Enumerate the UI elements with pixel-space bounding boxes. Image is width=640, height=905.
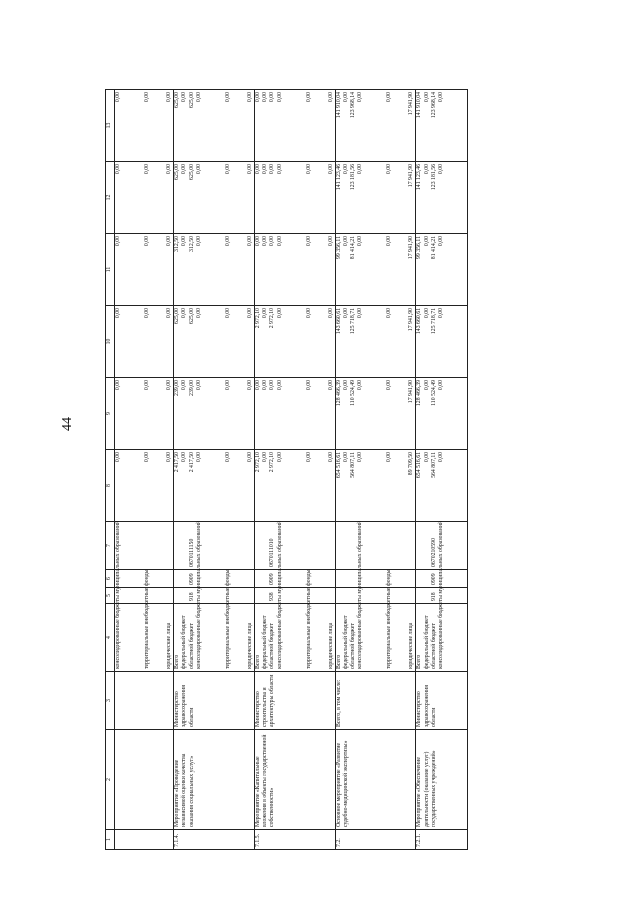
- target-article-code-spacer: [174, 524, 188, 567]
- amount-value: 0,00: [342, 236, 349, 247]
- amount-value: 625,00: [188, 164, 195, 180]
- section-code: [174, 570, 255, 588]
- amount-value: 0,00: [144, 92, 150, 103]
- gov-code: [254, 588, 335, 604]
- amount-column: [254, 378, 335, 450]
- amount-value: 0,00: [269, 164, 276, 175]
- amount-column: [335, 162, 416, 234]
- amount-value: 0,00: [166, 380, 172, 391]
- amount-value: 110 524,49: [430, 380, 437, 406]
- row-number: 7.2.: [335, 830, 416, 850]
- target-article-code-spacer: [255, 524, 269, 567]
- amount-value: 0,00: [246, 236, 253, 247]
- table-row: [416, 90, 468, 850]
- funding-source-list-line: областной бюджет: [269, 623, 276, 669]
- column-header: 10: [106, 306, 115, 378]
- empty-cell: [115, 730, 174, 830]
- section-code-value: 0909: [430, 573, 437, 585]
- amount-value: 654 516,61: [416, 452, 423, 479]
- amount-column: [335, 306, 416, 378]
- amount-value: 0,00: [305, 452, 312, 463]
- amount-value: 0,00: [327, 164, 334, 175]
- funding-source-list-line: консолидированные бюджеты муниципальных образований: [276, 520, 283, 669]
- amount-value: 625,00: [174, 92, 181, 108]
- amount-value: 0,00: [423, 308, 430, 319]
- amount-value: 17 941,90: [408, 164, 415, 188]
- empty-cell: [115, 830, 174, 850]
- amount-column: [174, 90, 255, 162]
- amount-value: 0,00: [144, 308, 150, 319]
- amount-value: 0,00: [423, 92, 430, 103]
- target-article-code-value: 0670111010: [269, 538, 276, 567]
- amount-value: 17 941,90: [408, 380, 415, 404]
- funding-source-list-line: консолидированные бюджеты муниципальных образований: [195, 520, 202, 669]
- amount-column: [174, 450, 255, 522]
- amount-value: 141 910,04: [335, 92, 342, 119]
- gov-code: [335, 588, 416, 604]
- column-header: 9: [106, 378, 115, 450]
- funding-source-list-line: территориальные внебюджетные фонды: [386, 569, 393, 669]
- executor: Министерство строительства и архитектуры области: [254, 672, 335, 730]
- amount-column: [335, 90, 416, 162]
- amount-column: [174, 306, 255, 378]
- column-header: 5: [106, 588, 115, 604]
- target-article-code-value: 0670111150: [188, 538, 195, 567]
- amount-value: 0,00: [357, 164, 364, 175]
- amount-value: 625,00: [174, 164, 181, 180]
- amount-column: [254, 162, 335, 234]
- section-code-value: 0909: [269, 573, 276, 585]
- amount-column: [174, 162, 255, 234]
- funding-source-list-line: юридические лица: [327, 622, 334, 669]
- amount-value: 0,00: [115, 92, 121, 103]
- amount-value: 0,00: [305, 164, 312, 175]
- amount-value: 123 181,56: [350, 164, 357, 191]
- amount-value: 312,50: [188, 236, 195, 252]
- amount-value: 312,50: [174, 236, 181, 252]
- column-header: 1: [106, 830, 115, 850]
- amount-value: 2 972,10: [254, 308, 261, 329]
- amount-value: 0,00: [195, 236, 202, 247]
- amount-value: 99 356,11: [335, 236, 342, 259]
- amount-value: 0,00: [195, 452, 202, 463]
- gov-code-spacer: [174, 590, 188, 601]
- amount-value: 0,00: [423, 236, 430, 247]
- amount-value: 0,00: [276, 92, 283, 103]
- funding-source-list-line: Всего: [254, 654, 261, 669]
- amount-value: 0,00: [386, 164, 393, 175]
- amount-value: 2 972,10: [254, 452, 261, 473]
- amount-value: 0,00: [305, 92, 312, 103]
- amount-value: 0,00: [342, 452, 349, 463]
- amount-value: 0,00: [262, 92, 269, 103]
- amount-column: [115, 378, 174, 450]
- amount-value: 0,00: [327, 92, 334, 103]
- amount-value: 0,00: [224, 92, 231, 103]
- funding-source-list-line: федеральный бюджет: [181, 615, 188, 669]
- amount-value: 0,00: [224, 452, 231, 463]
- row-number: 7.1.4.: [174, 830, 255, 850]
- amount-value: 0,00: [166, 236, 172, 247]
- amount-value: 564 807,11: [430, 452, 437, 478]
- target-article-code-value: 0670210590: [430, 538, 437, 567]
- funding-source-list-line: областной бюджет: [350, 623, 357, 669]
- column-header: 13: [106, 90, 115, 162]
- gov-code-spacer: [336, 590, 350, 601]
- funding-source-list-line: территориальные внебюджетные фонды: [224, 569, 231, 669]
- amount-column: [416, 450, 468, 522]
- amount-value: 0,00: [327, 236, 334, 247]
- activity-name: Мероприятие «Проведение независимой оценки качества оказания социальных услуг»: [174, 730, 255, 830]
- amount-value: 0,00: [144, 164, 150, 175]
- amount-value: 0,00: [342, 92, 349, 103]
- amount-value: 0,00: [438, 92, 444, 103]
- amount-value: 239,00: [174, 380, 181, 396]
- amount-value: 110 524,49: [350, 380, 357, 406]
- amount-value: 0,00: [144, 452, 150, 463]
- amount-value: 0,00: [246, 92, 253, 103]
- amount-column: [174, 234, 255, 306]
- amount-value: 0,00: [224, 236, 231, 247]
- amount-value: 0,00: [262, 164, 269, 175]
- amount-value: 0,00: [386, 452, 393, 463]
- amount-value: 0,00: [195, 164, 202, 175]
- amount-value: 0,00: [342, 164, 349, 175]
- amount-value: 0,00: [357, 380, 364, 391]
- header-row: [106, 90, 115, 850]
- funding-source-list: [115, 520, 174, 672]
- section-code-spacer: [336, 572, 350, 585]
- amount-value: 0,00: [166, 164, 172, 175]
- gov-code-spacer: [416, 590, 430, 601]
- gov-code-spacer: [255, 590, 269, 601]
- activity-name: Основное мероприятие «Развитие судебно-медицинской экспертизы»: [335, 730, 416, 830]
- amount-value: 123 968,14: [430, 92, 437, 119]
- amount-value: 0,00: [115, 452, 121, 463]
- amount-column: [335, 234, 416, 306]
- amount-value: 0,00: [386, 308, 393, 319]
- amount-column: [115, 162, 174, 234]
- amount-value: 0,00: [224, 380, 231, 391]
- amount-column: [254, 450, 335, 522]
- section-code: [335, 570, 416, 588]
- amount-value: 0,00: [305, 236, 312, 247]
- amount-value: 654 516,61: [335, 452, 342, 479]
- amount-column: [254, 306, 335, 378]
- funding-source-list-line: федеральный бюджет: [262, 615, 269, 669]
- column-header: 7: [106, 522, 115, 570]
- amount-value: 0,00: [224, 308, 231, 319]
- amount-value: 0,00: [115, 164, 121, 175]
- amount-value: 123 181,56: [430, 164, 437, 191]
- amount-column: [416, 306, 468, 378]
- amount-value: 0,00: [327, 308, 334, 319]
- table-row: [254, 90, 335, 850]
- funding-source-list-line: Всего: [416, 654, 423, 669]
- amount-column: [335, 378, 416, 450]
- amount-value: 141 910,04: [416, 92, 423, 119]
- amount-value: 0,00: [262, 452, 269, 463]
- row-number: 7.2.1.: [416, 830, 468, 850]
- funding-source-list-line: консолидированные бюджеты муниципальных образований: [115, 520, 121, 669]
- amount-column: [416, 234, 468, 306]
- amount-value: 0,00: [357, 92, 364, 103]
- amount-column: [254, 234, 335, 306]
- amount-value: 0,00: [276, 452, 283, 463]
- amount-column: [335, 450, 416, 522]
- amount-value: 0,00: [115, 236, 121, 247]
- page-number: 44: [60, 417, 75, 431]
- amount-value: 0,00: [342, 308, 349, 319]
- amount-value: 239,00: [188, 380, 195, 396]
- amount-value: 125 718,71: [350, 308, 357, 335]
- column-header: 12: [106, 162, 115, 234]
- column-header: 11: [106, 234, 115, 306]
- row-number: 7.1.5.: [254, 830, 335, 850]
- funding-source-list-line: юридические лица: [408, 622, 415, 669]
- column-header: 8: [106, 450, 115, 522]
- funding-source-list-line: консолидированные бюджеты муниципальных образований: [438, 520, 444, 669]
- amount-value: 0,00: [181, 236, 188, 247]
- amount-value: 0,00: [195, 380, 202, 391]
- section-code: [254, 570, 335, 588]
- amount-value: 0,00: [438, 236, 444, 247]
- amount-value: 0,00: [305, 380, 312, 391]
- funding-source-list-line: федеральный бюджет: [423, 615, 430, 669]
- amount-value: 0,00: [276, 308, 283, 319]
- gov-code-value: 918: [188, 592, 195, 601]
- amount-value: 0,00: [269, 92, 276, 103]
- amount-value: 0,00: [262, 380, 269, 391]
- amount-value: 0,00: [262, 236, 269, 247]
- amount-value: 0,00: [438, 164, 444, 175]
- amount-value: 0,00: [386, 92, 393, 103]
- amount-value: 0,00: [181, 308, 188, 319]
- amount-value: 0,00: [269, 236, 276, 247]
- target-article-code: [174, 522, 255, 570]
- column-header: 6: [106, 570, 115, 588]
- amount-value: 0,00: [357, 236, 364, 247]
- empty-cell: [115, 522, 174, 570]
- amount-value: 0,00: [423, 164, 430, 175]
- amount-value: 0,00: [254, 92, 261, 103]
- amount-value: 0,00: [181, 380, 188, 391]
- amount-value: 0,00: [386, 236, 393, 247]
- target-article-code-spacer: [336, 524, 350, 567]
- executor: Министерство здравоохранения области: [174, 672, 255, 730]
- amount-value: 89 709,50: [408, 452, 415, 476]
- amount-value: 99 356,11: [416, 236, 423, 259]
- amount-value: 2 972,10: [269, 308, 276, 329]
- executor: Всего, в том числе:: [335, 672, 416, 730]
- amount-value: 0,00: [246, 452, 253, 463]
- activity-name: Мероприятие «Капитальные вложения в объекты государственной собственности»: [254, 730, 335, 830]
- funding-source-list-line: юридические лица: [246, 622, 253, 669]
- amount-value: 0,00: [224, 164, 231, 175]
- amount-value: 0,00: [115, 380, 121, 391]
- funding-source-list-line: федеральный бюджет: [342, 615, 349, 669]
- amount-value: 0,00: [327, 452, 334, 463]
- amount-value: 0,00: [386, 380, 393, 391]
- amount-value: 0,00: [357, 308, 364, 319]
- amount-value: 141 123,46: [416, 164, 423, 191]
- funding-source-list-line: юридические лица: [166, 622, 172, 669]
- amount-value: 0,00: [181, 164, 188, 175]
- table-body: [106, 90, 468, 850]
- amount-value: 0,00: [166, 452, 172, 463]
- amount-value: 2 972,10: [269, 452, 276, 473]
- rotated-table-wrapper: [105, 90, 513, 850]
- amount-column: [416, 162, 468, 234]
- executor: Министерство здравоохранения области: [416, 672, 468, 730]
- amount-value: 0,00: [246, 308, 253, 319]
- amount-value: 0,00: [115, 308, 121, 319]
- target-article-code-spacer: [416, 524, 430, 567]
- amount-value: 123 968,14: [350, 92, 357, 119]
- amount-column: [115, 450, 174, 522]
- target-article-code: [335, 522, 416, 570]
- amount-value: 0,00: [254, 164, 261, 175]
- amount-value: 0,00: [276, 164, 283, 175]
- amount-value: 2 417,50: [188, 452, 195, 473]
- amount-value: 0,00: [181, 452, 188, 463]
- amount-value: 125 718,71: [430, 308, 437, 335]
- column-header: 2: [106, 730, 115, 830]
- amount-value: 0,00: [254, 380, 261, 391]
- amount-column: [254, 90, 335, 162]
- amount-column: [416, 90, 468, 162]
- funding-source-list-line: областной бюджет: [188, 623, 195, 669]
- funding-source-list-line: областной бюджет: [430, 623, 437, 669]
- amount-value: 17 941,90: [408, 236, 415, 260]
- amount-column: [115, 234, 174, 306]
- funding-source-list-line: территориальные внебюджетные фонды: [144, 569, 150, 669]
- continuation-row: [115, 90, 174, 850]
- amount-value: 81 414,21: [350, 236, 357, 260]
- amount-value: 0,00: [144, 380, 150, 391]
- column-header: 3: [106, 672, 115, 730]
- gov-code: [174, 588, 255, 604]
- budget-table: [105, 89, 468, 850]
- amount-value: 0,00: [357, 452, 364, 463]
- table-row: [174, 90, 255, 850]
- amount-value: 2 417,50: [174, 452, 181, 473]
- amount-value: 0,00: [195, 308, 202, 319]
- amount-value: 0,00: [246, 380, 253, 391]
- amount-column: [174, 378, 255, 450]
- funding-source-list-line: Всего: [174, 654, 181, 669]
- amount-value: 0,00: [327, 380, 334, 391]
- section-code-spacer: [174, 572, 188, 585]
- amount-value: 0,00: [276, 236, 283, 247]
- amount-value: 0,00: [305, 308, 312, 319]
- activity-name: Мероприятие «Обеспечение деятельности (оказание услуг) государственных учреждений»: [416, 730, 468, 830]
- amount-value: 81 414,21: [430, 236, 437, 260]
- amount-value: 0,00: [144, 236, 150, 247]
- amount-value: 0,00: [342, 380, 349, 391]
- amount-value: 17 941,90: [408, 308, 415, 332]
- amount-value: 143 660,61: [335, 308, 342, 335]
- amount-value: 0,00: [438, 452, 444, 463]
- funding-source-list-line: территориальные внебюджетные фонды: [305, 569, 312, 669]
- amount-value: 128 466,39: [416, 380, 423, 407]
- amount-column: [416, 378, 468, 450]
- table-row: [335, 90, 416, 850]
- amount-value: 625,00: [188, 92, 195, 108]
- gov-code-value: 938: [269, 592, 276, 601]
- funding-source-list-line: консолидированные бюджеты муниципальных образований: [357, 520, 364, 669]
- column-header: 4: [106, 604, 115, 672]
- amount-value: 0,00: [166, 92, 172, 103]
- amount-value: 0,00: [438, 380, 444, 391]
- amount-value: 625,00: [188, 308, 195, 324]
- amount-value: 141 123,46: [335, 164, 342, 191]
- empty-cell: [115, 672, 174, 730]
- amount-value: 0,00: [269, 380, 276, 391]
- amount-value: 17 941,90: [408, 92, 415, 116]
- amount-column: [115, 306, 174, 378]
- section-code-value: 0909: [188, 573, 195, 585]
- gov-code-value: 918: [430, 592, 437, 601]
- funding-source-list: [335, 520, 416, 672]
- amount-value: 0,00: [246, 164, 253, 175]
- funding-source-list-line: Всего: [335, 654, 342, 669]
- amount-value: 564 807,11: [350, 452, 357, 478]
- target-article-code: [254, 522, 335, 570]
- section-code-spacer: [416, 572, 430, 585]
- amount-value: 128 466,39: [335, 380, 342, 407]
- amount-value: 0,00: [254, 236, 261, 247]
- amount-value: 0,00: [423, 452, 430, 463]
- amount-value: 0,00: [276, 380, 283, 391]
- amount-value: 0,00: [262, 308, 269, 319]
- amount-value: 0,00: [181, 92, 188, 103]
- amount-value: 625,00: [174, 308, 181, 324]
- amount-column: [115, 90, 174, 162]
- amount-value: 0,00: [195, 92, 202, 103]
- amount-value: 143 660,61: [416, 308, 423, 335]
- section-code-spacer: [255, 572, 269, 585]
- amount-value: 0,00: [166, 308, 172, 319]
- amount-value: 0,00: [423, 380, 430, 391]
- amount-value: 0,00: [438, 308, 444, 319]
